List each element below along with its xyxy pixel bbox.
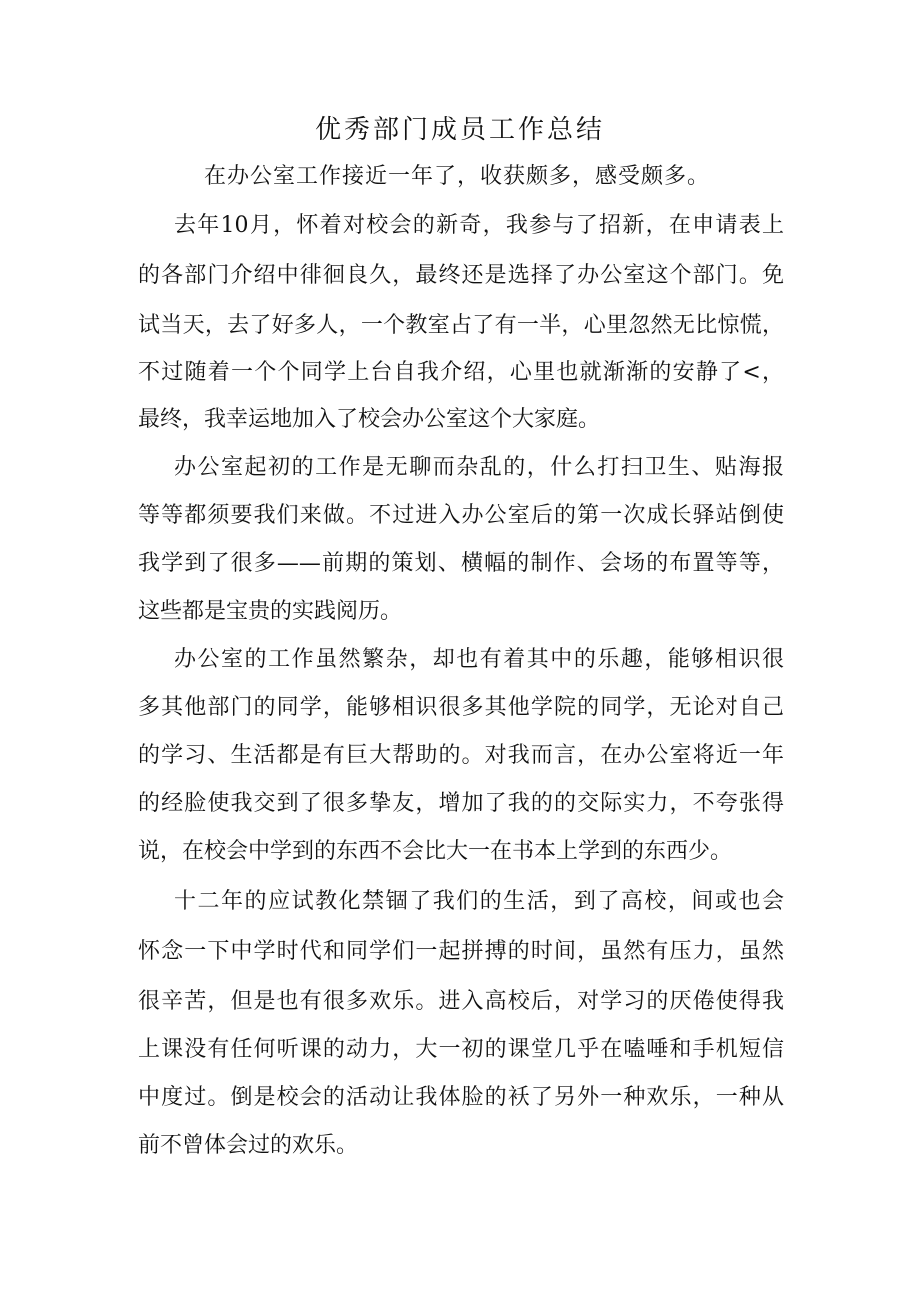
paragraph-3-line-3: 的学习、生活都是有巨大帮助的。对我而言，在办公室将近一年 — [138, 743, 784, 768]
paragraph-4-line-3: 很辛苦，但是也有很多欢乐。进入高校后，对学习的厌倦使得我 — [138, 989, 784, 1014]
document-title: 优秀部门成员工作总结 — [314, 115, 605, 145]
paragraph-3-line-4: 的经脸使我交到了很多挚友，增加了我的的交际实力，不夸张得 — [138, 791, 784, 816]
paragraph-1-line-3: 试当天，去了好多人，一个教室占了有一半，心里忽然无比惊慌， — [138, 313, 784, 338]
paragraph-1-line-5: 最终，我幸运地加入了校会办公室这个大家庭。 — [138, 407, 601, 432]
paragraph-1-line-4: 不过随着一个个同学上台自我介绍，心里也就渐渐的安静了<， — [138, 360, 784, 385]
paragraph-1-line-1: 去年10月，怀着对校会的新奇，我参与了招新，在申请表上 — [174, 213, 784, 238]
paragraph-3-line-1: 办公室的工作虽然繁杂，却也有着其中的乐趣，能够相识很 — [174, 647, 784, 672]
paragraph-2-line-2: 等等都须要我们来做。不过进入办公室后的第一次成长驿站倒使 — [138, 503, 784, 528]
paragraph-2-line-4: 这些都是宝贵的实践阅历。 — [138, 599, 403, 624]
paragraph-4-line-1: 十二年的应试教化禁锢了我们的生活，到了高校，间或也会 — [174, 889, 784, 914]
paragraph-3-line-2: 多其他部门的同学，能够相识很多其他学院的同学，无论对自己 — [138, 695, 784, 720]
paragraph-4-line-6: 前不曾体会过的欢乐。 — [138, 1133, 359, 1158]
intro-line: 在办公室工作接近一年了，收获颇多，感受颇多。 — [204, 164, 711, 189]
paragraph-4-line-4: 上课没有任何听课的动力，大一初的课堂几乎在嗑唾和手机短信 — [138, 1037, 784, 1062]
paragraph-4-line-2: 怀念一下中学时代和同学们一起拼搏的时间，虽然有压力，虽然 — [138, 939, 784, 964]
paragraph-1-line-2: 的各部门介绍中徘徊良久，最终还是选择了办公室这个部门。免 — [138, 263, 784, 288]
paragraph-4-line-5: 中度过。倒是校会的活动让我体脸的袄了另外一种欢乐，一种从 — [138, 1085, 784, 1110]
paragraph-3-line-5: 说，在校会中学到的东西不会比大一在书本上学到的东西少。 — [138, 839, 733, 864]
paragraph-2-line-3: 我学到了很多——前期的策划、横幅的制作、会场的布置等等， — [138, 551, 784, 576]
paragraph-2-line-1: 办公室起初的工作是无聊而杂乱的，什么打扫卫生、贴海报 — [174, 455, 784, 480]
